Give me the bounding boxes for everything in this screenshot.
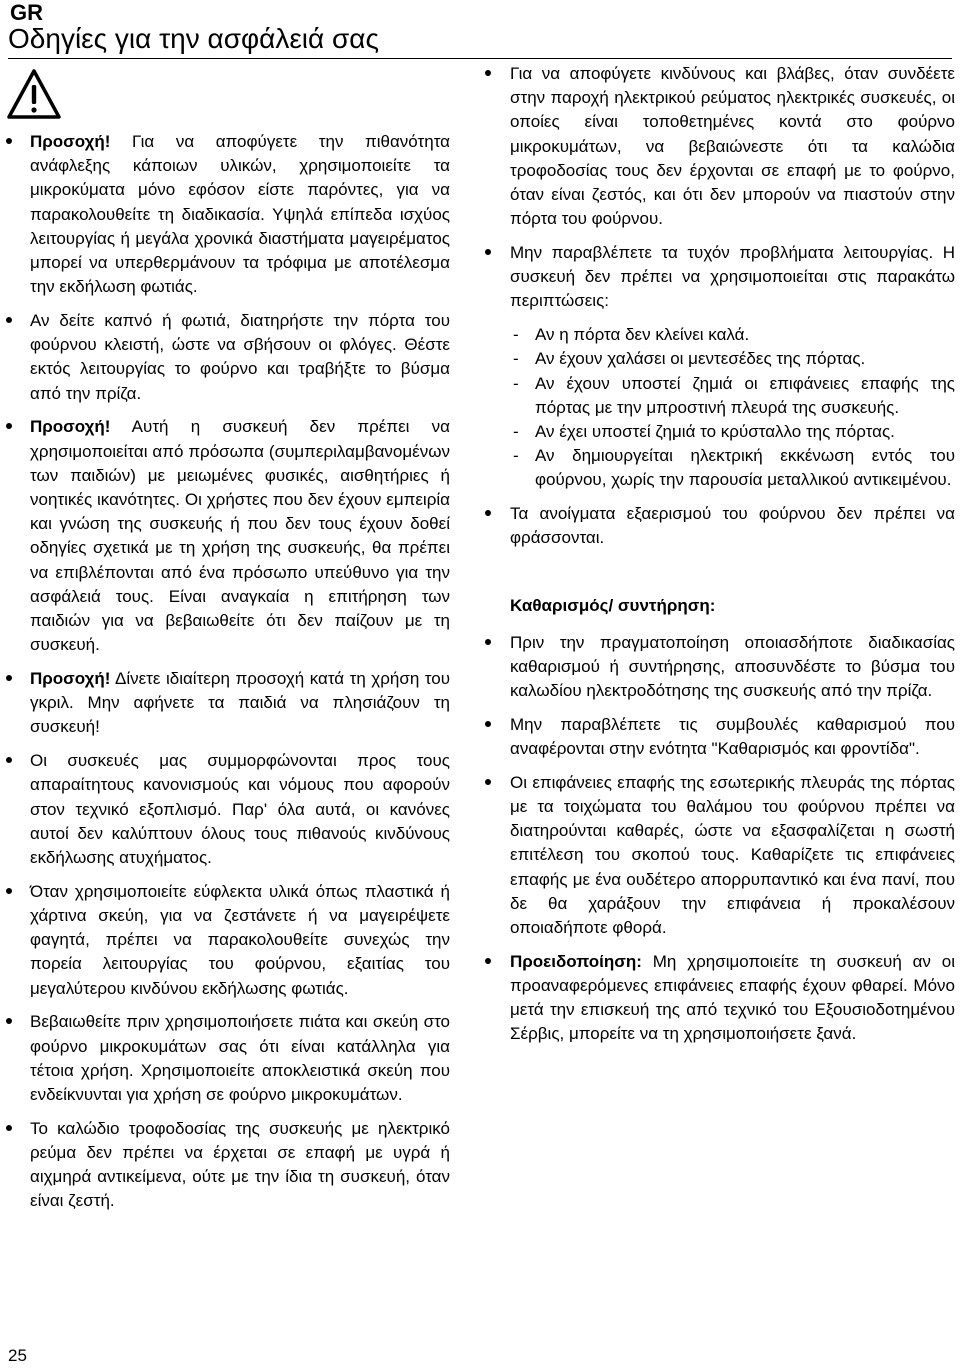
list-item — [510, 950, 955, 1047]
list-item — [30, 749, 450, 870]
malfunction-list — [510, 323, 955, 492]
item-text: Τα ανοίγματα εξαερισμού του φούρνου δεν πρέπει να φράσσονται. — [510, 504, 955, 548]
safety-list — [30, 130, 450, 1214]
list-item — [30, 880, 450, 1001]
list-item — [510, 713, 955, 761]
item-text: Για να αποφύγετε την πιθανότητα ανάφλεξης κάποιων υλικών, χρησιμοποιείτε τα μικροκύματα μόνο εφόσον είστε παρόντες, για να παρακολουθείτε τη διαδικασία. Υψηλά επίπεδα ισχύος λειτουργίας ή μεγάλα χρονικά διαστήματα μαγειρέματος μπορεί να υπερθερμάνουν τα τρόφιμα με αποτέλεσμα την εκδήλωση φωτιάς. — [30, 132, 450, 297]
warning-lead: Προσοχή! — [30, 132, 111, 151]
item-text: Οι συσκευές μας συμμορφώνονται προς τους απαραίτητους κανονισμούς και νόμους που αφορούν στον τεχνικό εξοπλισμό. Παρ' όλα αυτά, οι κανόνες αυτοί δεν καλύπτουν όλους τους πιθανούς κινδύνους εκδήλωσης ατυχήματος. — [30, 751, 450, 868]
warning-lead: Προσοχή! — [30, 417, 111, 437]
list-item — [30, 415, 450, 657]
item-text: Μην παραβλέπετε τις συμβουλές καθαρισμού που αναφέρονται στην ενότητα "Καθαρισμός και φροντίδα". — [510, 714, 955, 759]
list-item — [510, 241, 955, 314]
list-item — [510, 62, 955, 231]
section-title-cleaning: Καθαρισμός/ συντήρηση: — [510, 595, 716, 615]
item-text: Αυτή η συσκευή δεν πρέπει να χρησιμοποιείται από πρόσωπα (συμπεριλαμβανομένων των παιδιών) με μειωμένες φυσικές, αισθητήριες ή νοητικές ικανότητες. Οι χρήστες που δεν έχουν εμπειρία και γνώση της συσκευής ή που δεν τους έχουν δοθεί οδηγίες σχετικά με τη χρήση της συσκευής, θα πρέπει να επιβλέπονται από ένα πρόσωπο υπεύθυνο για την ασφάλειά τους. Είναι αναγκαία η επιτήρηση των παιδιών για να βεβαιωθείτε ότι δεν παίζουν με τη συσκευή. — [30, 417, 450, 655]
safety-list-continued — [510, 62, 955, 314]
warning-lead: Προειδοποίηση: — [510, 951, 642, 971]
item-text: Οι επιφάνειες επαφής της εσωτερικής πλευράς της πόρτας με τα τοιχώματα του θαλάμου του φούρνου πρέπει να διατηρούνται καθαρές, ώστε να εξασφαλίζεται η σωστή επιτέλεση του σκοπού τους. Καθαρίζετε τις επιφάνειες επαφής με ένα ουδέτερο απορρυπαντικό και ένα πανί, που δε θα χαράξουν την επιφάνεια ή προκαλέσουν οποιαδήποτε φθορά. — [510, 772, 955, 938]
list-item — [510, 631, 955, 704]
list-item — [510, 771, 955, 940]
dash-item: - Αν η πόρτα δεν κλείνει καλά. — [535, 323, 955, 347]
dash-item: - Αν έχουν χαλάσει οι μεντεσέδες της πόρτας. — [535, 347, 955, 371]
right-column — [510, 62, 955, 1056]
item-text: Δίνετε ιδιαίτερη προσοχή κατά τη χρήση του γκριλ. Μην αφήνετε τα παιδιά να πλησιάζουν τη συσκευή! — [30, 669, 450, 737]
item-text: Βεβαιωθείτε πριν χρησιμοποιήσετε πιάτα και σκεύη στο φούρνο μικροκυμάτων σας ότι είναι κατάλληλα για τέτοια χρήση. Χρησιμοποιείτε αποκλειστικά σκεύη που ενδείκνυνται για χρήση σε φούρνο μικροκυμάτων. — [30, 1012, 450, 1105]
ventilation-item-list — [510, 502, 955, 550]
item-text: Πριν την πραγματοποίηση οποιασδήποτε διαδικασίας καθαρισμού ή συντήρησης, αποσυνδέστε το βύσμα του καλωδίου ηλεκτροδότησης της συσκευής από την πρίζα. — [510, 632, 955, 701]
list-item — [30, 1010, 450, 1107]
dash-item: - Αν έχει υποστεί ζημιά το κρύσταλλο της πόρτας. — [535, 420, 955, 444]
list-item — [30, 309, 450, 406]
warning-triangle-icon — [6, 66, 62, 122]
item-text: Για να αποφύγετε κινδύνους και βλάβες, όταν συνδέετε στην παροχή ηλεκτρικού ρεύματος ηλεκτρικές συσκευές, οι οποίες είναι τοποθετημένες κοντά στο φούρνο μικροκυμάτων, να βεβαιώνεστε ότι τα καλώδια τροφοδοσίας τους δεν έρχονται σε επαφή με το φούρνο, όταν είναι ζεστός, και ότι δεν μπορούν να πιαστούν στην πόρτα του φούρνου. — [510, 64, 955, 229]
page-title: Οδηγίες για την ασφάλειά σας — [8, 24, 952, 59]
list-item — [510, 502, 955, 550]
item-text: Το καλώδιο τροφοδοσίας της συσκευής με ηλεκτρικό ρεύμα δεν πρέπει να έρχεται σε επαφή με υγρά ή αιχμηρά αντικείμενα, ούτε με την ίδια τη συσκευή, όταν είναι ζεστή. — [30, 1118, 450, 1211]
dash-item: - Αν έχουν υποστεί ζημιά οι επιφάνειες επαφής της πόρτας με την μπροστινή πλευρά της συσκευής. — [535, 372, 955, 420]
cleaning-list — [510, 631, 955, 1047]
item-text: Μην παραβλέπετε τα τυχόν προβλήματα λειτουργίας. Η συσκευή δεν πρέπει να χρησιμοποιείται στις παρακάτω περιπτώσεις: — [510, 243, 955, 311]
page-number: 25 — [8, 1346, 27, 1365]
list-item — [30, 130, 450, 299]
list-item — [30, 1117, 450, 1214]
warning-lead: Προσοχή! — [30, 669, 111, 689]
left-column — [30, 130, 450, 1223]
item-text: Όταν χρησιμοποιείτε εύφλεκτα υλικά όπως πλαστικά ή χάρτινα σκεύη, για να ζεστάνετε ή να μαγειρέψετε φαγητά, πρέπει να παρακολουθείτε συνεχώς την πορεία λειτουργίας του φούρνου, εξαιτίας του μεγαλύτερου κινδύνου εκδήλωσης φωτιάς. — [30, 881, 450, 998]
dash-item: - Αν δημιουργείται ηλεκτρική εκκένωση εντός του φούρνου, χωρίς την παρουσία μεταλλικού αντικειμένου. — [535, 444, 955, 492]
language-code: GR — [10, 0, 43, 25]
item-text: Μη χρησιμοποιείτε τη συσκευή αν οι προαναφερόμενες επιφάνειες επαφής έχουν φθαρεί. Μόνο μετά την επισκευή της από τεχνικό του Εξουσιοδοτημένου Σέρβις, μπορείτε να τη χρησιμοποιήσετε ξανά. — [510, 951, 955, 1044]
list-item — [30, 667, 450, 740]
item-text: Αν δείτε καπνό ή φωτιά, διατηρήστε την πόρτα του φούρνου κλειστή, ώστε να σβήσουν οι φλόγες. Θέστε εκτός λειτουργίας το φούρνο και τραβήξτε το βύσμα από την πρίζα. — [30, 311, 450, 403]
